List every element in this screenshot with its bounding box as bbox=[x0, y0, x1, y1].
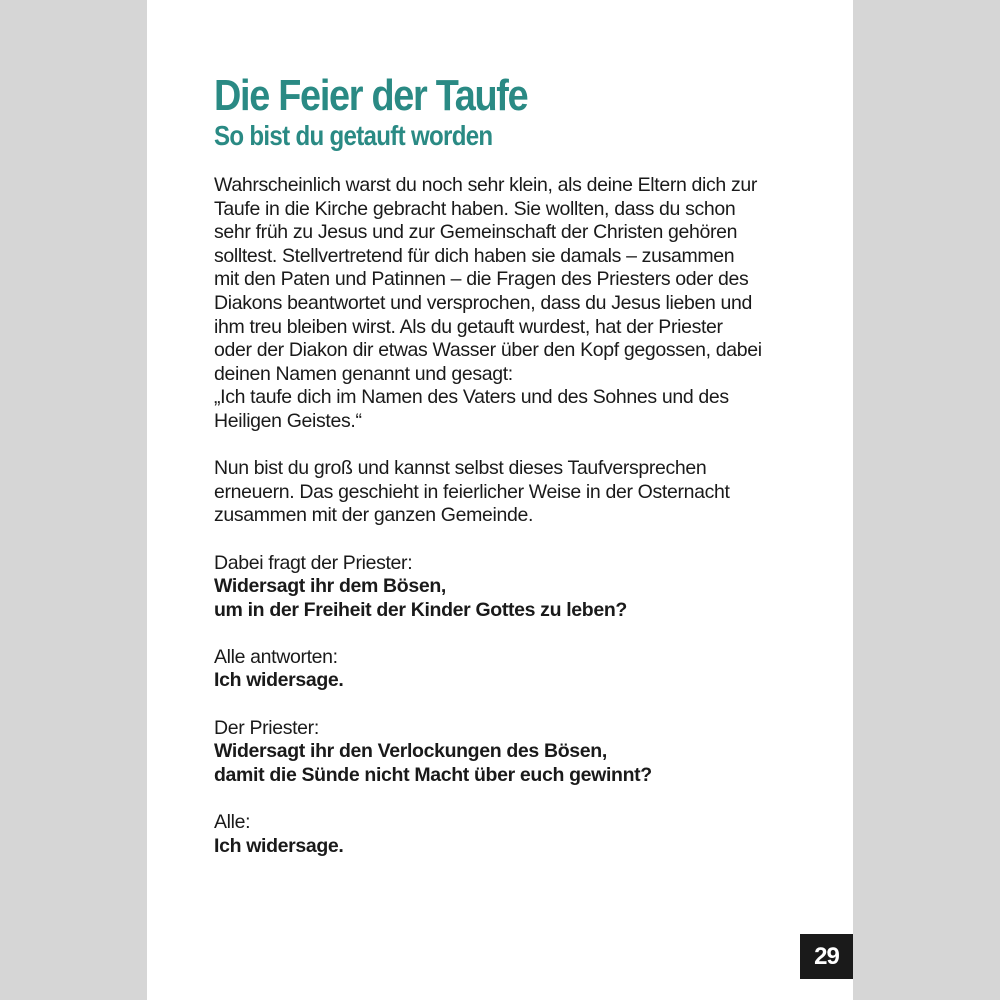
body-text bbox=[214, 174, 814, 858]
response-line: Ich widersage. bbox=[214, 834, 344, 857]
renewal-paragraph bbox=[214, 457, 814, 528]
page-subtitle: So bist du getauft worden bbox=[214, 120, 493, 151]
speaker-line: Dabei fragt der Priester: bbox=[214, 551, 413, 574]
text-line: Wahrscheinlich warst du noch sehr klein, als deine Eltern dich zur bbox=[214, 174, 758, 196]
speaker-line: Alle: bbox=[214, 811, 251, 834]
question-line: um in der Freiheit der Kinder Gottes zu leben? bbox=[214, 598, 627, 621]
intro-paragraph bbox=[214, 174, 814, 434]
page-title: Die Feier der Taufe bbox=[214, 71, 528, 120]
text-line: sehr früh zu Jesus und zur Gemeinschaft der Christen gehören bbox=[214, 221, 738, 244]
question-line: Widersagt ihr dem Bösen, bbox=[214, 575, 446, 598]
dialogue-block bbox=[214, 811, 814, 858]
dialogue-block bbox=[214, 646, 814, 693]
text-line: solltest. Stellvertretend für dich haben sie damals – zusammen bbox=[214, 244, 735, 267]
text-line: Diakons beantwortet und versprochen, dass du Jesus lieben und bbox=[214, 291, 752, 314]
question-line: damit die Sünde nicht Macht über euch gewinnt? bbox=[214, 763, 652, 786]
text-line: deinen Namen genannt und gesagt: bbox=[214, 362, 513, 385]
question-line: Widersagt ihr den Verlockungen des Bösen, bbox=[214, 740, 607, 763]
speaker-line: Der Priester: bbox=[214, 716, 319, 739]
text-line: erneuern. Das geschieht in feierlicher Weise in der Osternacht bbox=[214, 480, 730, 503]
page-content bbox=[214, 72, 814, 882]
text-line: Taufe in die Kirche gebracht haben. Sie wollten, dass du schon bbox=[214, 197, 736, 220]
text-line: Nun bist du groß und kannst selbst dieses Taufversprechen bbox=[214, 457, 707, 480]
text-line: ihm treu bleiben wirst. Als du getauft wurdest, hat der Priester bbox=[214, 315, 723, 338]
text-line: Heiligen Geistes.“ bbox=[214, 409, 362, 432]
text-line: „Ich taufe dich im Namen des Vaters und des Sohnes und des bbox=[214, 386, 729, 409]
dialogue-block bbox=[214, 717, 814, 788]
response-line: Ich widersage. bbox=[214, 669, 344, 692]
dialogue-block bbox=[214, 552, 814, 623]
text-line: zusammen mit der ganzen Gemeinde. bbox=[214, 504, 534, 527]
text-line: mit den Paten und Patinnen – die Fragen des Priesters oder des bbox=[214, 268, 749, 291]
text-line: oder der Diakon dir etwas Wasser über den Kopf gegossen, dabei bbox=[214, 339, 762, 362]
page-number-badge: 29 bbox=[800, 934, 853, 979]
speaker-line: Alle antworten: bbox=[214, 645, 338, 668]
book-page bbox=[147, 0, 853, 1000]
